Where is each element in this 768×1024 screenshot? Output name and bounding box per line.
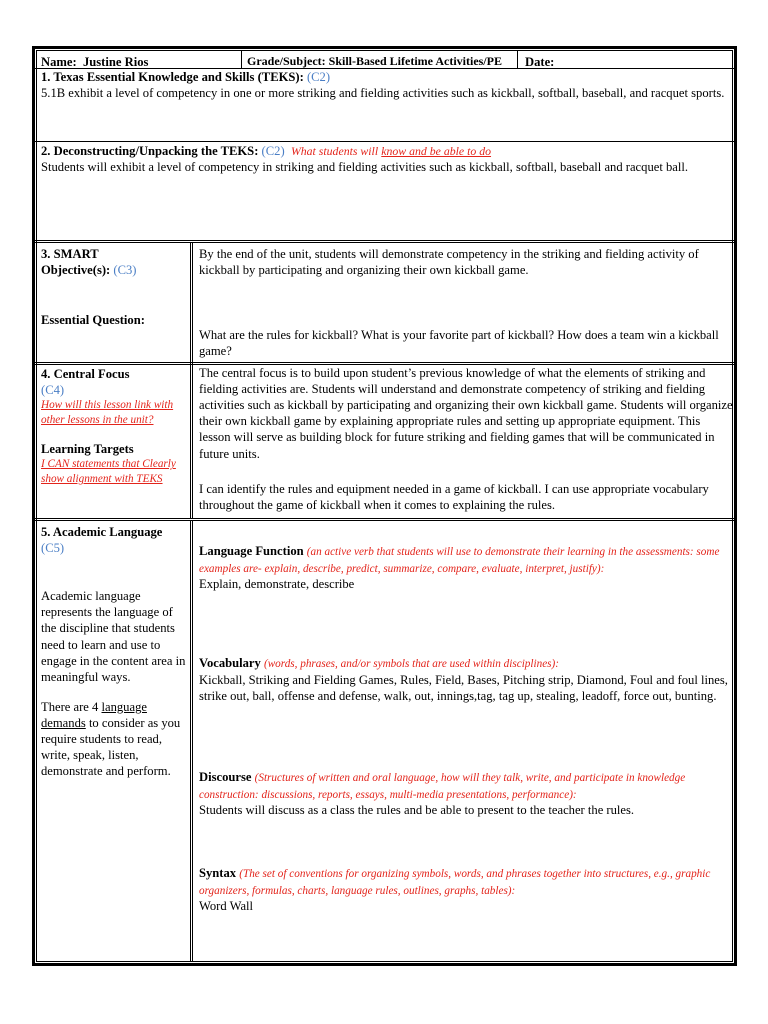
vocabulary-block [199,655,734,704]
grade-value: Skill-Based Lifetime Activities/PE [328,54,502,68]
smart-title-line2: Objective(s): [41,263,111,278]
learning-targets-text: I can identify the rules and equipment needed in a game of kickball. I can use appropriate vocabulary throughout the game of kickball when it comes to explaining the rules. [199,482,709,513]
smart-objective-text: By the end of the unit, students will demonstrate competency in the striking and fielding activity of kickball by participating and organizing their own kickball game. [199,247,699,278]
language-function-value: Explain, demonstrate, describe [199,577,355,592]
date-label: Date: [525,55,555,69]
column-divider [190,521,193,961]
name-label: Name: [41,55,77,69]
central-prompt: How will this lesson link with other lessons in the unit? [41,399,174,426]
smart-label-block [41,246,186,278]
discourse-value: Students will discuss as a class the rules and be able to present to the teacher the rules. [199,803,635,818]
language-function-block [199,543,734,592]
deconstruct-note-pre: What students will [290,144,379,158]
language-function-label: Language Function [199,544,304,558]
vocabulary-prompt: (words, phrases, and/or symbols that are used within disciplines): [263,658,559,670]
syntax-label: Syntax [199,866,237,880]
column-divider [190,243,193,364]
syntax-block [199,865,734,914]
demands-post: to consider as you require students to read, write, speak, listen, demonstrate and perform. [41,715,181,779]
discourse-block [199,769,734,818]
deconstruct-code: (C2) [261,144,285,158]
divider [241,51,242,68]
deconstruct-body: Students will exhibit a level of competency in striking and fielding activities such as kickball, softball, baseball and racquet ball. [41,160,689,175]
column-divider [190,365,193,519]
syntax-prompt: (The set of conventions for organizing symbols, words, and phrases together into structures, e.g., graphic organizers, formulas, charts, language rules, outlines, graphs, tables): [199,868,711,897]
smart-title-line1: 3. SMART [41,247,99,261]
row-divider [35,240,734,243]
deconstruct-note-underlined: know and be able to do [381,144,492,158]
vocabulary-value: Kickball, Striking and Fielding Games, Rules, Field, Bases, Pitching strip, Diamond, Foul and foul lines, strike out, ball, offense and defense, walk, out, innings,tag, tag up, stealing, leadoff, force out, bunting. [199,672,728,703]
teks-section [41,69,731,101]
teks-title: 1. Texas Essential Knowledge and Skills (TEKS): [41,70,304,84]
name-value: Justine Rios [82,55,149,69]
learning-targets-prompt: I CAN statements that Clearly show alignment with TEKS [41,458,176,486]
discourse-label: Discourse [199,770,252,784]
central-code: (C4) [41,383,65,398]
syntax-value: Word Wall [199,899,254,914]
deconstruct-title: 2. Deconstructing/Unpacking the TEKS: [41,144,259,158]
row-divider [35,518,734,521]
discourse-prompt: (Structures of written and oral language, how will they talk, write, and participate in knowledge construction: discussions, reports, essays, multi-media presentations, performance): [199,772,686,801]
academic-description: Academic language represents the language of the discipline that students need to learn and use to engage in the content area in meaningful ways. [41,589,186,684]
demands-pre: There are 4 [41,699,99,714]
essential-question-text: What are the rules for kickball? What is your favorite part of kickball? How does a team win a kickball game? [199,328,719,359]
row-divider [35,141,734,142]
smart-code: (C3) [113,263,137,278]
learning-targets-label: Learning Targets [41,442,134,457]
language-function-prompt: (an active verb that students will use to demonstrate their learning in the assessments: some examples are- explain, describe, predict, summarize, compare, evaluate, interpret, justify): [199,546,720,575]
vocabulary-label: Vocabulary [199,656,261,670]
teks-body: 5.1B exhibit a level of competency in one or more striking and fielding activities such as kickball, softball, baseball, and racquet sports. [41,86,725,101]
teks-code: (C2) [306,70,331,84]
grade-label: Grade/Subject: [247,54,326,68]
central-focus-text: The central focus is to build upon student’s previous knowledge of what the elements of striking and fielding activities are. Students will understand and demonstrate competency of striking and fielding activities such as kickball by participating and organizing their own kickball game. Students will organize their own kickball game by explaining appropriate rules and setting up appropriate equipment. This lesson will serve as building block for future striking and fielding games that will be communicated in future units. [199,366,733,461]
central-title: 4. Central Focus [41,367,130,381]
academic-code: (C5) [41,541,65,556]
demands-link: language demands [41,699,147,730]
divider [517,51,518,68]
academic-title: 5. Academic Language [41,525,163,539]
deconstruct-section [41,143,731,175]
lesson-plan-table [32,46,737,966]
central-label-block [41,366,186,487]
essential-question-label: Essential Question: [41,313,145,327]
academic-label-block [41,524,187,779]
